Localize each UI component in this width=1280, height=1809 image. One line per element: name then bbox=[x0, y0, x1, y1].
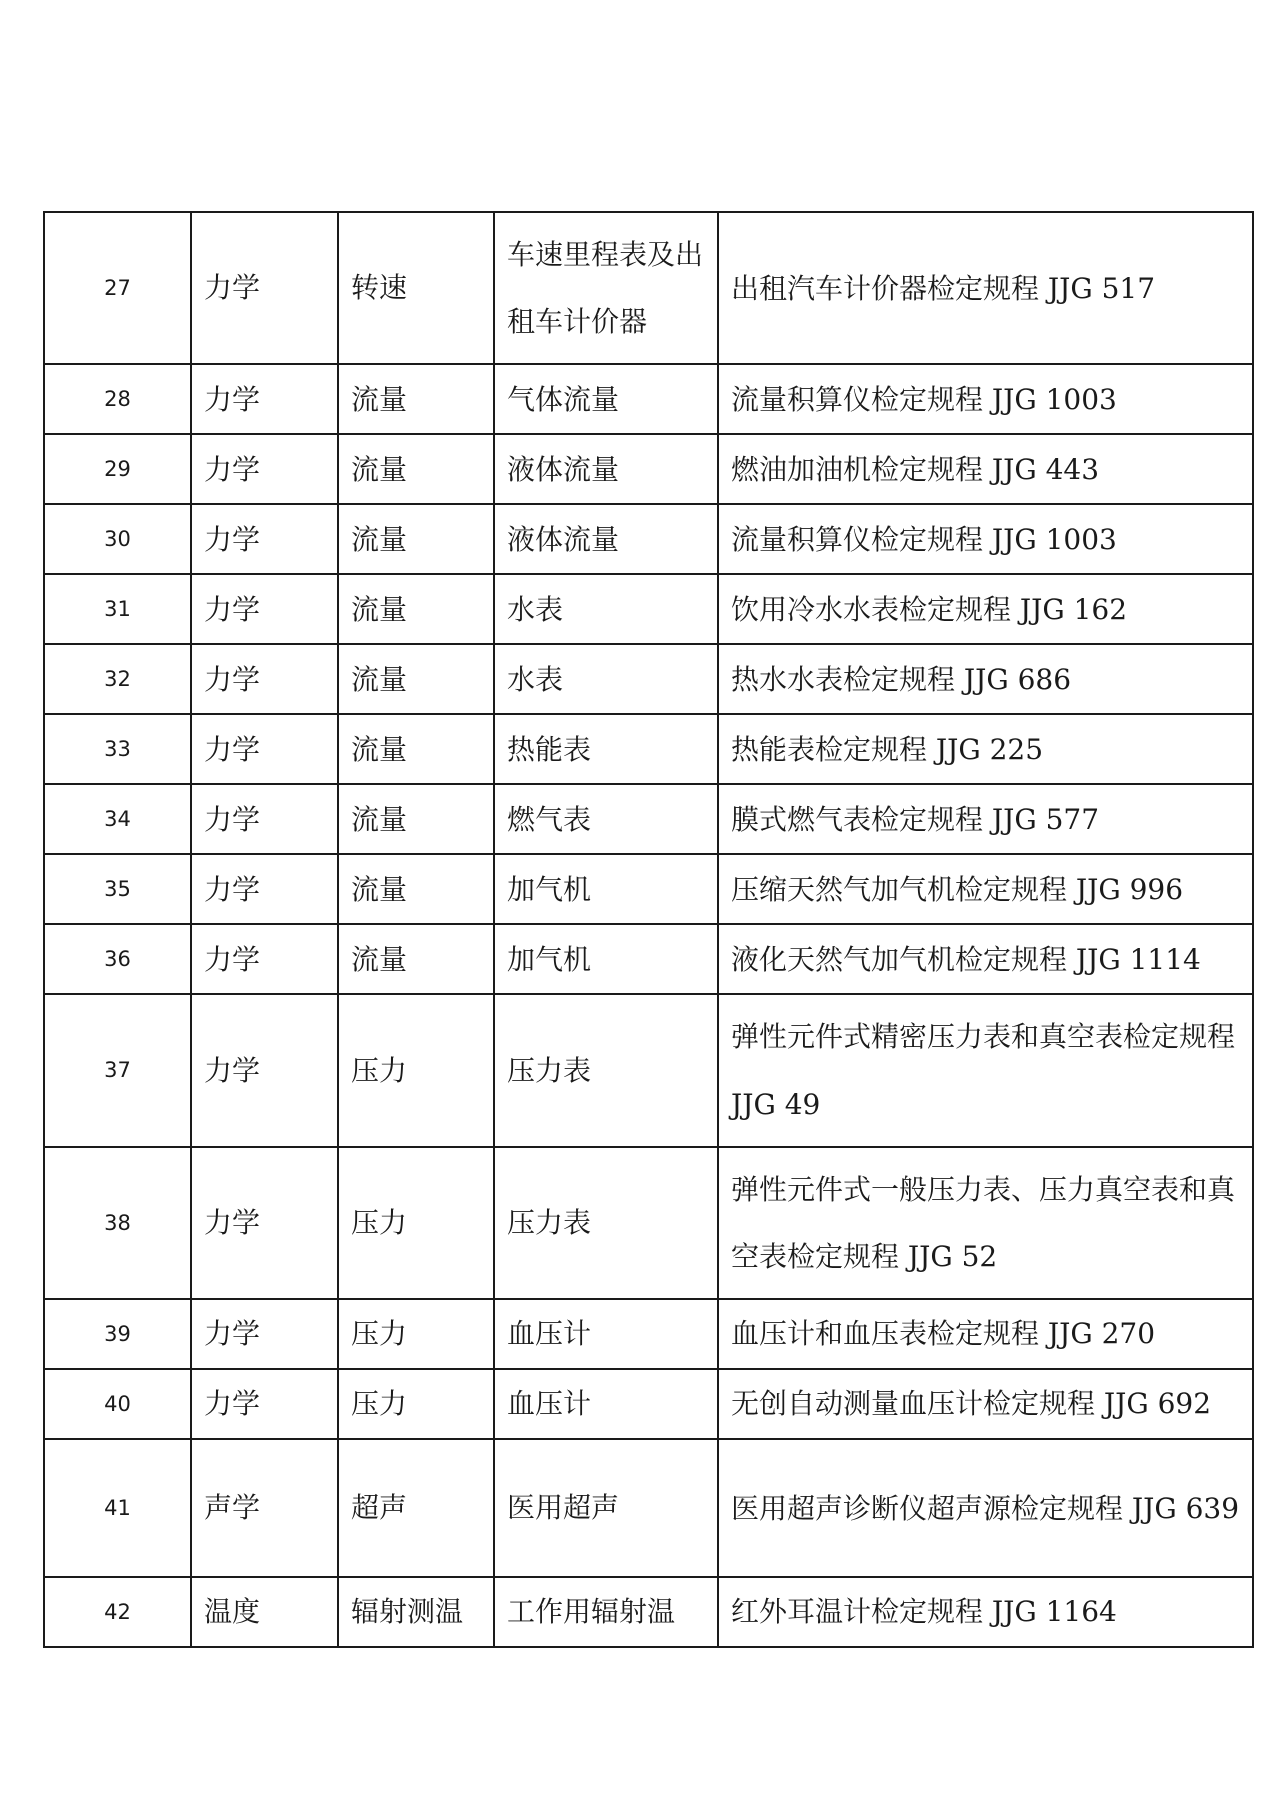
item-cell: 车速里程表及出租车计价器 bbox=[494, 212, 718, 364]
standard-cell: 弹性元件式一般压力表、压力真空表和真空表检定规程 JJG 52 bbox=[718, 1147, 1253, 1299]
standard-cell: 燃油加油机检定规程 JJG 443 bbox=[718, 434, 1253, 504]
standard-cell: 流量积算仪检定规程 JJG 1003 bbox=[718, 364, 1253, 434]
item-cell: 压力表 bbox=[494, 1147, 718, 1299]
table-row bbox=[44, 994, 1253, 1146]
row-number: 35 bbox=[44, 854, 191, 924]
standard-cell: 热能表检定规程 JJG 225 bbox=[718, 714, 1253, 784]
table-row bbox=[44, 1369, 1253, 1439]
field-cell: 力学 bbox=[191, 924, 338, 994]
row-number: 32 bbox=[44, 644, 191, 714]
field-cell: 力学 bbox=[191, 574, 338, 644]
row-number: 28 bbox=[44, 364, 191, 434]
item-cell: 液体流量 bbox=[494, 504, 718, 574]
table-row bbox=[44, 364, 1253, 434]
row-number: 34 bbox=[44, 784, 191, 854]
item-cell: 水表 bbox=[494, 574, 718, 644]
table-row bbox=[44, 854, 1253, 924]
item-cell: 血压计 bbox=[494, 1369, 718, 1439]
item-cell: 血压计 bbox=[494, 1299, 718, 1369]
category-cell: 流量 bbox=[338, 714, 494, 784]
row-number: 38 bbox=[44, 1147, 191, 1299]
table-row bbox=[44, 714, 1253, 784]
item-cell: 液体流量 bbox=[494, 434, 718, 504]
field-cell: 温度 bbox=[191, 1577, 338, 1647]
field-cell: 力学 bbox=[191, 1299, 338, 1369]
category-cell: 转速 bbox=[338, 212, 494, 364]
row-number: 29 bbox=[44, 434, 191, 504]
standard-cell: 液化天然气加气机检定规程 JJG 1114 bbox=[718, 924, 1253, 994]
category-cell: 压力 bbox=[338, 1299, 494, 1369]
verification-regulation-table bbox=[43, 211, 1254, 1648]
standard-cell: 压缩天然气加气机检定规程 JJG 996 bbox=[718, 854, 1253, 924]
category-cell: 流量 bbox=[338, 924, 494, 994]
table-row bbox=[44, 1147, 1253, 1299]
field-cell: 力学 bbox=[191, 434, 338, 504]
row-number: 30 bbox=[44, 504, 191, 574]
table-row bbox=[44, 644, 1253, 714]
table-row bbox=[44, 212, 1253, 364]
table-body bbox=[44, 212, 1253, 1647]
item-cell: 水表 bbox=[494, 644, 718, 714]
row-number: 42 bbox=[44, 1577, 191, 1647]
item-cell: 加气机 bbox=[494, 854, 718, 924]
standard-cell: 无创自动测量血压计检定规程 JJG 692 bbox=[718, 1369, 1253, 1439]
table-row bbox=[44, 1577, 1253, 1647]
table-row bbox=[44, 1439, 1253, 1577]
field-cell: 声学 bbox=[191, 1439, 338, 1577]
standard-cell: 饮用冷水水表检定规程 JJG 162 bbox=[718, 574, 1253, 644]
field-cell: 力学 bbox=[191, 364, 338, 434]
category-cell: 流量 bbox=[338, 574, 494, 644]
table-row bbox=[44, 784, 1253, 854]
row-number: 36 bbox=[44, 924, 191, 994]
category-cell: 压力 bbox=[338, 1369, 494, 1439]
field-cell: 力学 bbox=[191, 854, 338, 924]
standard-cell: 红外耳温计检定规程 JJG 1164 bbox=[718, 1577, 1253, 1647]
table-row bbox=[44, 574, 1253, 644]
item-cell: 压力表 bbox=[494, 994, 718, 1146]
category-cell: 压力 bbox=[338, 1147, 494, 1299]
field-cell: 力学 bbox=[191, 994, 338, 1146]
standard-cell: 膜式燃气表检定规程 JJG 577 bbox=[718, 784, 1253, 854]
table-row bbox=[44, 434, 1253, 504]
row-number: 41 bbox=[44, 1439, 191, 1577]
item-cell: 工作用辐射温 bbox=[494, 1577, 718, 1647]
field-cell: 力学 bbox=[191, 504, 338, 574]
standard-cell: 流量积算仪检定规程 JJG 1003 bbox=[718, 504, 1253, 574]
row-number: 39 bbox=[44, 1299, 191, 1369]
field-cell: 力学 bbox=[191, 1147, 338, 1299]
item-cell: 医用超声 bbox=[494, 1439, 718, 1577]
item-cell: 气体流量 bbox=[494, 364, 718, 434]
category-cell: 压力 bbox=[338, 994, 494, 1146]
field-cell: 力学 bbox=[191, 212, 338, 364]
item-cell: 热能表 bbox=[494, 714, 718, 784]
field-cell: 力学 bbox=[191, 784, 338, 854]
item-cell: 加气机 bbox=[494, 924, 718, 994]
category-cell: 流量 bbox=[338, 644, 494, 714]
standard-cell: 热水水表检定规程 JJG 686 bbox=[718, 644, 1253, 714]
row-number: 31 bbox=[44, 574, 191, 644]
category-cell: 流量 bbox=[338, 784, 494, 854]
table-row bbox=[44, 924, 1253, 994]
field-cell: 力学 bbox=[191, 1369, 338, 1439]
field-cell: 力学 bbox=[191, 714, 338, 784]
standard-cell: 医用超声诊断仪超声源检定规程 JJG 639 bbox=[718, 1439, 1253, 1577]
row-number: 40 bbox=[44, 1369, 191, 1439]
category-cell: 流量 bbox=[338, 364, 494, 434]
row-number: 33 bbox=[44, 714, 191, 784]
standard-cell: 弹性元件式精密压力表和真空表检定规程 JJG 49 bbox=[718, 994, 1253, 1146]
row-number: 37 bbox=[44, 994, 191, 1146]
category-cell: 流量 bbox=[338, 504, 494, 574]
item-cell: 燃气表 bbox=[494, 784, 718, 854]
standard-cell: 血压计和血压表检定规程 JJG 270 bbox=[718, 1299, 1253, 1369]
field-cell: 力学 bbox=[191, 644, 338, 714]
table-row bbox=[44, 1299, 1253, 1369]
category-cell: 流量 bbox=[338, 434, 494, 504]
table-row bbox=[44, 504, 1253, 574]
category-cell: 超声 bbox=[338, 1439, 494, 1577]
category-cell: 辐射测温 bbox=[338, 1577, 494, 1647]
row-number: 27 bbox=[44, 212, 191, 364]
standard-cell: 出租汽车计价器检定规程 JJG 517 bbox=[718, 212, 1253, 364]
category-cell: 流量 bbox=[338, 854, 494, 924]
